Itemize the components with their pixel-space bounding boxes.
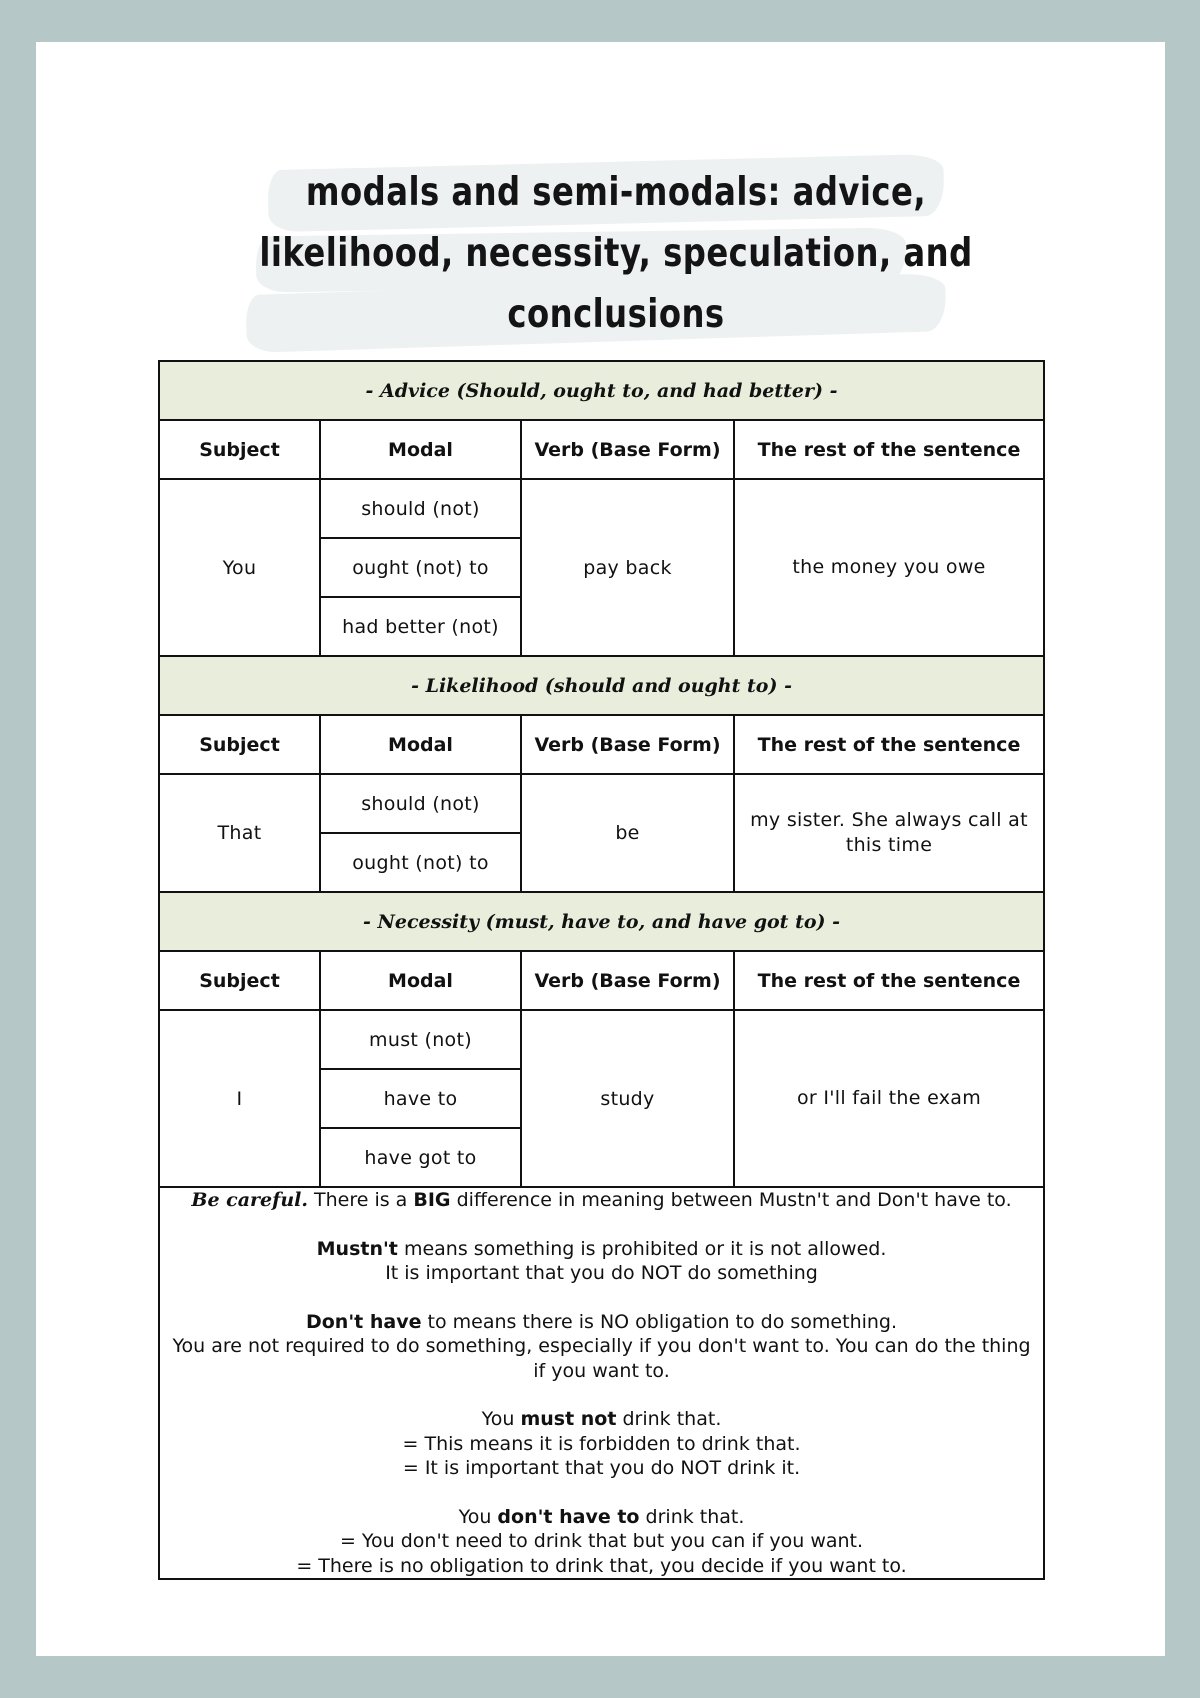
note-text: = It is important that you do NOT drink it. <box>402 1457 801 1479</box>
note-text: drink that. <box>639 1505 745 1528</box>
example-must-not <box>166 1407 1037 1481</box>
section-heading-row <box>159 361 1044 420</box>
title-line-3: conclusions <box>507 292 725 337</box>
verb-cell: be <box>521 774 734 892</box>
note-emphasis: BIG <box>413 1189 451 1211</box>
page-title <box>220 162 1011 345</box>
verb-cell: pay back <box>521 479 734 656</box>
modal-cell: had better (not) <box>320 597 521 656</box>
column-header-subject: Subject <box>159 951 320 1010</box>
column-header-row <box>159 951 1044 1010</box>
column-header-row <box>159 715 1044 774</box>
rest-cell: the money you owe <box>734 479 1044 656</box>
modals-table <box>158 360 1045 1580</box>
column-header-modal: Modal <box>320 951 521 1010</box>
note-text: It is important that you do NOT do something <box>385 1262 818 1284</box>
rest-cell: or I'll fail the exam <box>734 1010 1044 1187</box>
column-header-modal: Modal <box>320 420 521 479</box>
column-header-subject: Subject <box>159 715 320 774</box>
subject-cell: I <box>159 1010 320 1187</box>
subject-cell: That <box>159 774 320 892</box>
section-heading-row <box>159 656 1044 715</box>
modal-cell: ought (not) to <box>320 538 521 597</box>
rest-cell: my sister. She always call at this time <box>734 774 1044 892</box>
column-header-subject: Subject <box>159 420 320 479</box>
note-text: You <box>458 1505 498 1528</box>
dont-have-explanation <box>166 1310 1037 1384</box>
note-text: drink that. <box>616 1408 722 1430</box>
title-line-1: modals and semi-modals: advice, <box>305 170 927 215</box>
column-header-verb: Verb (Base Form) <box>521 715 734 774</box>
note-text: There is a <box>307 1189 414 1211</box>
column-header-rest: The rest of the sentence <box>734 420 1044 479</box>
be-careful-label: Be careful. <box>191 1189 308 1211</box>
note-text: = You don't need to drink that but you can if you want. <box>339 1530 864 1552</box>
title-line-2: likelihood, necessity, speculation, and <box>259 231 973 276</box>
modal-cell: must (not) <box>320 1010 521 1069</box>
column-header-row <box>159 420 1044 479</box>
subject-cell: You <box>159 479 320 656</box>
mustnt-label: Mustn't <box>316 1237 398 1260</box>
section-heading-advice: - Advice (Should, ought to, and had better) - <box>159 361 1044 420</box>
note-text: = This means it is forbidden to drink that. <box>402 1432 801 1455</box>
note-text: = There is no obligation to drink that, you decide if you want to. <box>296 1554 907 1577</box>
note-intro <box>166 1188 1037 1213</box>
section-heading-row <box>159 892 1044 951</box>
modal-cell: have to <box>320 1069 521 1128</box>
modal-cell: should (not) <box>320 774 521 833</box>
mustnt-explanation <box>166 1237 1037 1286</box>
table-row <box>159 479 1044 538</box>
note-text: means something is prohibited or it is not allowed. <box>397 1237 887 1260</box>
table-row <box>159 774 1044 833</box>
section-heading-necessity: - Necessity (must, have to, and have got to) - <box>159 892 1044 951</box>
example-dont-have-to <box>166 1505 1037 1579</box>
column-header-rest: The rest of the sentence <box>734 715 1044 774</box>
dont-have-label: Don't have <box>305 1310 422 1333</box>
table-row <box>159 1010 1044 1069</box>
be-careful-note <box>159 1187 1044 1579</box>
note-emphasis: must not <box>520 1408 617 1430</box>
note-text: You are not required to do something, especially if you don't want to. You can do the thing if you want to. <box>172 1335 1031 1382</box>
note-row <box>159 1187 1044 1579</box>
note-text: to means there is NO obligation to do something. <box>421 1310 898 1333</box>
modal-cell: should (not) <box>320 479 521 538</box>
section-heading-likelihood: - Likelihood (should and ought to) - <box>159 656 1044 715</box>
verb-cell: study <box>521 1010 734 1187</box>
column-header-modal: Modal <box>320 715 521 774</box>
title-area <box>36 120 1165 360</box>
modal-cell: have got to <box>320 1128 521 1187</box>
note-text: difference in meaning between Mustn't and Don't have to. <box>450 1189 1012 1211</box>
column-header-rest: The rest of the sentence <box>734 951 1044 1010</box>
column-header-verb: Verb (Base Form) <box>521 420 734 479</box>
note-text: You <box>481 1408 521 1430</box>
note-emphasis: don't have to <box>497 1505 640 1528</box>
modal-cell: ought (not) to <box>320 833 521 892</box>
column-header-verb: Verb (Base Form) <box>521 951 734 1010</box>
